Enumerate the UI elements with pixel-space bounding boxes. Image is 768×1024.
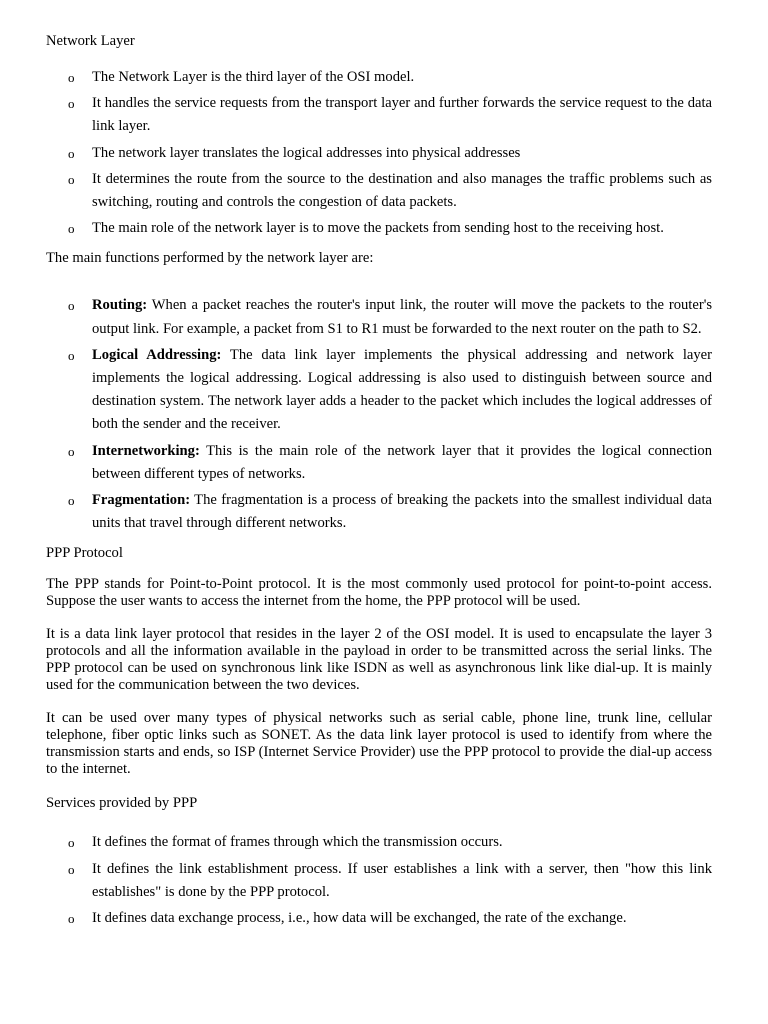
bullet-marker: o <box>68 861 75 877</box>
ppp-paragraph: The PPP stands for Point-to-Point protocol. It is the most commonly used protocol for point-to-point access. Suppose the user wants to access the internet from the home, the PPP protocol will be used. <box>46 576 712 610</box>
heading-services-ppp: Services provided by PPP <box>46 795 198 812</box>
network-layer-list <box>46 66 712 240</box>
list-item: o The Network Layer is the third layer of the OSI model. <box>46 66 712 89</box>
functions-intro: The main functions performed by the network layer are: <box>46 250 374 267</box>
ppp-paragraph: It is a data link layer protocol that resides in the layer 2 of the OSI model. It is used to encapsulate the layer 3 protocols and all the information available in the payload in order to be transmitted across the serial links. The PPP protocol can be used on synchronous link like ISDN as well as asynchronous link like dial-up. It is mainly used for the communication between the two devices. <box>46 626 712 694</box>
list-item: o Logical Addressing: The data link layer implements the physical addressing and network layer implements the logical addressing. Logical addressing is also used to distinguish between source and destination system. The network layer adds a header to the packet which includes the logical addresses of both the sender and the receiver. <box>46 344 712 437</box>
list-item: o Internetworking: This is the main role of the network layer that it provides the logical connection between different types of networks. <box>46 440 712 486</box>
list-item: o It determines the route from the source to the destination and also manages the traffic problems such as switching, routing and controls the congestion of data packets. <box>46 168 712 214</box>
services-list <box>46 831 712 930</box>
bullet-marker: o <box>68 145 75 161</box>
list-item: o It handles the service requests from the transport layer and further forwards the service request to the data link layer. <box>46 92 712 138</box>
bullet-marker: o <box>68 493 75 509</box>
functions-list <box>46 294 712 535</box>
heading-ppp-protocol: PPP Protocol <box>46 545 123 562</box>
bullet-marker: o <box>68 911 75 927</box>
bullet-marker: o <box>68 347 75 363</box>
term-fragmentation: Fragmentation: <box>92 492 191 509</box>
bullet-marker: o <box>68 171 75 187</box>
bullet-marker: o <box>68 443 75 459</box>
bullet-marker: o <box>68 70 75 85</box>
list-item: o Fragmentation: The fragmentation is a process of breaking the packets into the smallest individual data units that travel through different networks. <box>46 489 712 535</box>
list-item: o Routing: When a packet reaches the router's input link, the router will move the packets to the router's output link. For example, a packet from S1 to R1 must be forwarded to the next router on the path to S2. <box>46 294 712 340</box>
term-logical-addressing: Logical Addressing: <box>92 346 222 363</box>
bullet-marker: o <box>68 96 75 112</box>
bullet-marker: o <box>68 221 75 237</box>
bullet-marker: o <box>68 835 75 851</box>
ppp-paragraph: It can be used over many types of physical networks such as serial cable, phone line, trunk line, cellular telephone, fiber optic links such as SONET. As the data link layer protocol is used to identify from where the transmission starts and ends, so ISP (Internet Service Provider) use the PPP protocol to provide the dial-up access to the internet. <box>46 710 712 778</box>
heading-network-layer: Network Layer <box>46 33 135 49</box>
term-internetworking: Internetworking: <box>92 442 200 459</box>
list-item: o The network layer translates the logical addresses into physical addresses <box>46 142 712 165</box>
bullet-marker: o <box>68 298 75 314</box>
list-item: o It defines data exchange process, i.e., how data will be exchanged, the rate of the exchange. <box>46 907 712 930</box>
list-item: o It defines the format of frames through which the transmission occurs. <box>46 831 712 854</box>
term-routing: Routing: <box>92 297 148 314</box>
list-item: o It defines the link establishment process. If user establishes a link with a server, then "how this link establishes" is done by the PPP protocol. <box>46 858 712 904</box>
list-item: o The main role of the network layer is to move the packets from sending host to the receiving host. <box>46 217 712 240</box>
